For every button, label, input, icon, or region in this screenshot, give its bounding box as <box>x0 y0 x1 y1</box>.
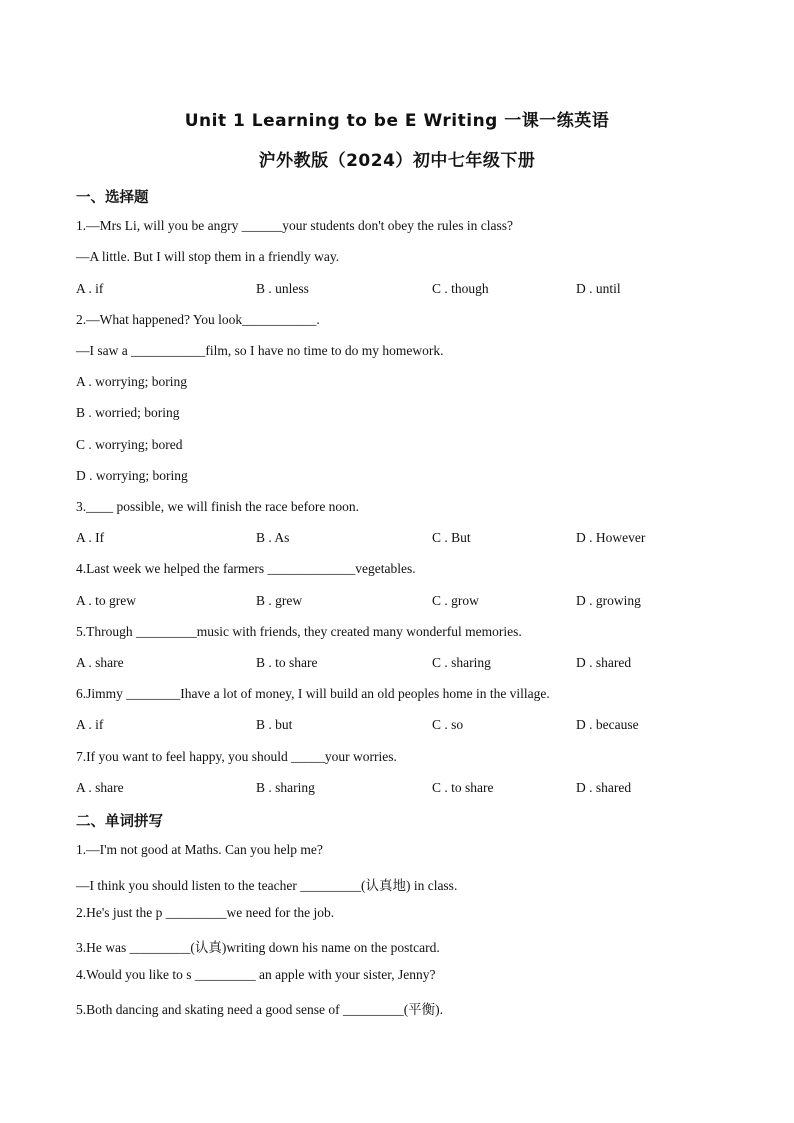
question-2-option-d[interactable]: D . worrying; boring <box>76 468 188 483</box>
spelling-item-2: 2.He's just the p _________we need for the job. <box>76 905 335 920</box>
question-3-stem: 3.____ possible, we will finish the race before noon. <box>76 499 360 514</box>
question-1-stem: 1.—Mrs Li, will you be angry ______your students don't obey the rules in class? <box>76 218 513 233</box>
question-6-stem: 6.Jimmy ________Ihave a lot of money, I will build an old peoples home in the village. <box>76 686 550 701</box>
spelling-item-1: 1.—I'm not good at Maths. Can you help me? <box>76 842 323 857</box>
question-5-option-d[interactable]: D . shared <box>576 655 632 670</box>
question-4-option-c[interactable]: C . grow <box>432 593 479 608</box>
question-3-option-b[interactable]: B . As <box>256 530 290 545</box>
question-1-option-d[interactable]: D . until <box>576 281 621 296</box>
question-7-stem: 7.If you want to feel happy, you should _____your worries. <box>76 749 397 764</box>
question-5-option-c[interactable]: C . sharing <box>432 655 491 670</box>
section-heading-choice: 一、选择题 <box>76 190 149 206</box>
spelling-item-5: 5.Both dancing and skating need a good sense of _________(平衡). <box>76 1002 444 1017</box>
question-6-option-d[interactable]: D . because <box>576 717 639 732</box>
question-4-option-b[interactable]: B . grew <box>256 593 303 608</box>
question-7-option-d[interactable]: D . shared <box>576 780 632 795</box>
question-1-option-b[interactable]: B . unless <box>256 281 309 296</box>
section-heading-spelling: 二、单词拼写 <box>76 814 163 830</box>
question-2-stem: 2.—What happened? You look___________. <box>76 312 320 327</box>
question-1-reply: —A little. But I will stop them in a friendly way. <box>76 249 340 264</box>
spelling-item-4: 4.Would you like to s _________ an apple with your sister, Jenny? <box>76 967 436 982</box>
question-4-stem: 4.Last week we helped the farmers _____________vegetables. <box>76 561 416 576</box>
question-6-option-a[interactable]: A . if <box>76 717 104 732</box>
question-4-option-d[interactable]: D . growing <box>576 593 641 608</box>
spelling-item-1-reply: —I think you should listen to the teacher _________(认真地) in class. <box>76 878 458 893</box>
question-6-option-c[interactable]: C . so <box>432 717 464 732</box>
question-5-option-b[interactable]: B . to share <box>256 655 318 670</box>
question-7-option-c[interactable]: C . to share <box>432 780 494 795</box>
question-1-option-c[interactable]: C . though <box>432 281 489 296</box>
question-2-option-a[interactable]: A . worrying; boring <box>76 374 187 389</box>
question-7-option-a[interactable]: A . share <box>76 780 124 795</box>
question-2-option-c[interactable]: C . worrying; bored <box>76 437 183 452</box>
question-3-option-a[interactable]: A . If <box>76 530 105 545</box>
question-2-option-b[interactable]: B . worried; boring <box>76 405 180 420</box>
spelling-item-3: 3.He was _________(认真)writing down his name on the postcard. <box>76 940 440 955</box>
question-7-option-b[interactable]: B . sharing <box>256 780 315 795</box>
document-subtitle: 沪外教版（2024）初中七年级下册 <box>258 151 536 171</box>
question-6-option-b[interactable]: B . but <box>256 717 293 732</box>
document-title: Unit 1 Learning to be E Writing 一课一练英语 <box>184 111 610 131</box>
question-5-stem: 5.Through _________music with friends, they created many wonderful memories. <box>76 624 522 639</box>
question-5-option-a[interactable]: A . share <box>76 655 124 670</box>
question-4-option-a[interactable]: A . to grew <box>76 593 136 608</box>
question-2-reply: —I saw a ___________film, so I have no time to do my homework. <box>76 343 444 358</box>
question-3-option-d[interactable]: D . However <box>576 530 646 545</box>
question-1-option-a[interactable]: A . if <box>76 281 104 296</box>
question-3-option-c[interactable]: C . But <box>432 530 471 545</box>
